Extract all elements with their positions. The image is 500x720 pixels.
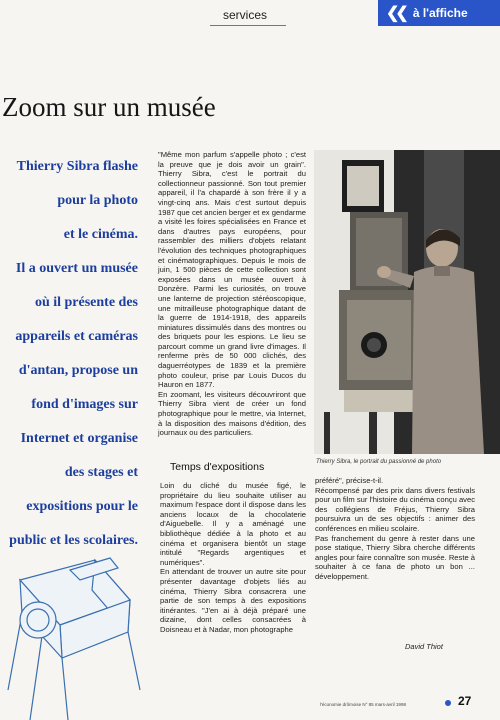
publication-info: l'économie drômoise N° 85 mars-avril 1998	[320, 702, 406, 707]
body-paragraph: "Même mon parfum s'appelle photo ; c'est la preuve que je dois avoir un grain". Thierry Sibra, c'est le portrait du collectionneur passionné. Son tout premier appareil, il l'a chapardé à son frère il y a vingt-cinq ans. Mais c'est surtout depuis 1987 que cet ancien berger et ex gendarme a visité les foires spécialisées en France et dans d'autres pays européens, pour rassembler des milliers d'objets relatant l'évolution des techniques photographiques et cinématographiques. Depuis le mois de juin, 1 500 pièces de cette collection sont exposées dans un musée ouvert à Donzère. Parmi les curiosités, on trouve une lanterne de projection stéréoscopique, une mitrailleuse photographique datant de la guerre de 1914-1918, des appareils miniatures dissimulés dans des montres ou des briquets pour les espions. Le lieu se parcourt comme un grand livre d'images. Il renferme près de 50 000 clichés, des daguerréotypes de 1839 et la première photo couleur, prise par Louis Ducos du Hauron en 1877.	[158, 150, 306, 390]
body-column-bottom	[160, 481, 306, 635]
portrait-photo	[314, 150, 500, 454]
body-column-right	[315, 476, 475, 582]
lead-line: Il a ouvert un musée	[15, 261, 138, 276]
lead-line: pour la photo	[57, 193, 138, 208]
bullet-dot-icon	[445, 700, 451, 706]
body-column-main	[158, 150, 306, 438]
body-paragraph: En zoomant, les visiteurs découvriront que Thierry Sibra vient de créer un fond photographique pour le mettre, via Internet, à la disposition des maisons d'édition, des journaux ou des particuliers.	[158, 389, 306, 438]
chevron-left-icon: ❮❮	[386, 5, 405, 22]
lead-line: des stages et	[64, 465, 138, 480]
lead-line: expositions pour le	[26, 499, 138, 514]
body-paragraph: En attendant de trouver un autre site pour présenter davantage d'objets liés au cinéma, Thierry Sibra consacrera une partie de son temps à des expositions itinérantes. "J'en ai à déjà préparé une dizaine, dont celles consacrées à Doisneau et à Nadar, mon photographe	[160, 567, 306, 634]
camera-illustration	[0, 540, 150, 720]
photo-caption: Thierry Sibra, le portrait du passionné de photo	[316, 459, 442, 465]
lead-paragraph	[6, 150, 138, 558]
lead-line: Thierry Sibra flashe	[16, 159, 138, 174]
body-paragraph: Loin du cliché du musée figé, le propriétaire du lieu souhaite utiliser au maximum l'espace dont il dispose dans les anciens locaux de la chocolaterie d'Aiguebelle. Il y a aménagé une bibliothèque dédiée à la photo et au cinéma et organisera bientôt un stage intitulé "Regards argentiques et numériques".	[160, 481, 306, 567]
body-paragraph: Récompensé par des prix dans divers festivals pour un film sur l'histoire du cinéma conçu avec des collégiens de Fréjus, Thierry Sibra poursuivra un de ses objectifs : animer des conférences en milieu scolaire.	[315, 485, 475, 533]
page-number: 27	[458, 694, 472, 708]
a-l-affiche-tab	[378, 0, 500, 26]
lead-line: d'antan, propose un	[18, 363, 138, 378]
body-paragraph: préféré", précise-t-il.	[315, 476, 384, 485]
tab-label: à l'affiche	[412, 6, 468, 20]
lead-line: appareils et caméras	[15, 329, 138, 344]
lead-line: public et les scolaires.	[9, 533, 138, 548]
author-signature: David Thiot	[405, 642, 443, 651]
body-paragraph: Pas franchement du genre à rester dans une pose statique, Thierry Sibra cherche différents angles pour faire connaître son musée. Reste à souhaiter à ce fana de photo un bon ... développement.	[315, 533, 475, 581]
lead-line: fond d'images sur	[31, 397, 138, 412]
lead-line: où il présente des	[34, 295, 138, 310]
section-subheading: Temps d'expositions	[170, 461, 265, 473]
article-title: Zoom sur un musée	[2, 92, 216, 122]
section-divider	[210, 25, 286, 26]
lead-line: Internet et organise	[20, 431, 138, 446]
section-label: services	[222, 8, 267, 22]
lead-line: et le cinéma.	[63, 227, 138, 242]
